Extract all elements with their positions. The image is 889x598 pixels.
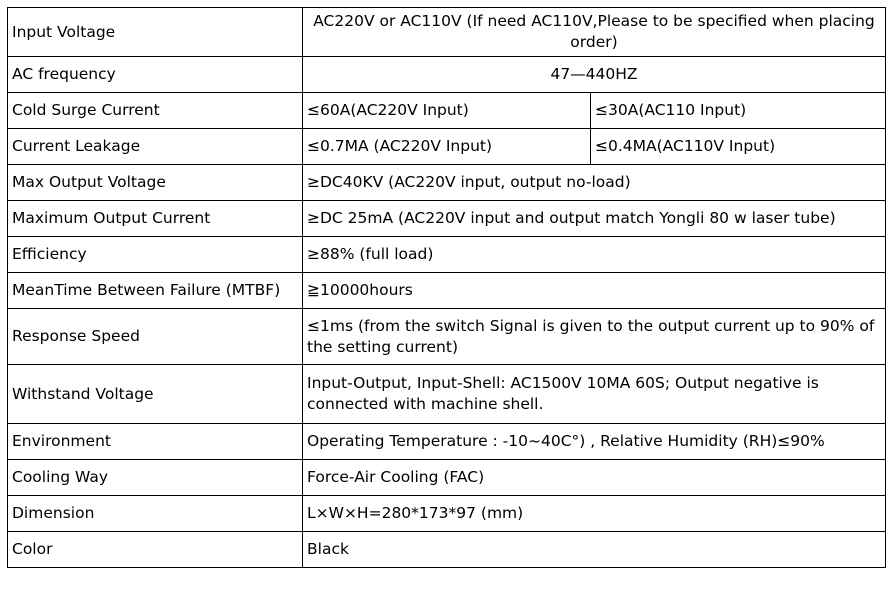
- row-value: Black: [303, 532, 886, 568]
- row-label: AC frequency: [8, 57, 303, 93]
- row-value: ≧10000hours: [303, 273, 886, 309]
- row-label: Cold Surge Current: [8, 93, 303, 129]
- row-label: Maximum Output Current: [8, 201, 303, 237]
- table-row: [8, 273, 886, 309]
- row-label: Cooling Way: [8, 460, 303, 496]
- table-row: [8, 57, 886, 93]
- row-label: Dimension: [8, 496, 303, 532]
- table-row: [8, 496, 886, 532]
- row-value: L×W×H=280*173*97 (mm): [303, 496, 886, 532]
- row-value-ac110: ≤30A(AC110 Input): [591, 93, 886, 129]
- spec-table: [7, 7, 886, 568]
- row-label: MeanTime Between Failure (MTBF): [8, 273, 303, 309]
- row-value-ac220: ≤60A(AC220V Input): [303, 93, 591, 129]
- table-row: [8, 237, 886, 273]
- row-label: Efficiency: [8, 237, 303, 273]
- table-row: [8, 309, 886, 365]
- table-row: [8, 365, 886, 424]
- row-label: Input Voltage: [8, 8, 303, 57]
- row-label: Withstand Voltage: [8, 365, 303, 424]
- row-label: Current Leakage: [8, 129, 303, 165]
- table-row: [8, 460, 886, 496]
- table-row: [8, 201, 886, 237]
- row-value: Force-Air Cooling (FAC): [303, 460, 886, 496]
- row-label: Response Speed: [8, 309, 303, 365]
- row-value: ≥DC 25mA (AC220V input and output match Yongli 80 w laser tube): [303, 201, 886, 237]
- row-value: 47—440HZ: [303, 57, 886, 93]
- row-value: ≥88% (full load): [303, 237, 886, 273]
- row-label: Environment: [8, 424, 303, 460]
- row-value: AC220V or AC110V (If need AC110V,Please to be specified when placing order): [303, 8, 886, 57]
- table-row: [8, 424, 886, 460]
- table-row: [8, 532, 886, 568]
- row-label: Color: [8, 532, 303, 568]
- row-value: ≥DC40KV (AC220V input, output no-load): [303, 165, 886, 201]
- row-value: Input-Output, Input-Shell: AC1500V 10MA 60S; Output negative is connected with machine shell.: [303, 365, 886, 424]
- table-row: [8, 8, 886, 57]
- table-row: [8, 129, 886, 165]
- table-row: [8, 165, 886, 201]
- table-row: [8, 93, 886, 129]
- row-value-ac220: ≤0.7MA (AC220V Input): [303, 129, 591, 165]
- row-value: Operating Temperature : -10~40C°) , Relative Humidity (RH)≤90%: [303, 424, 886, 460]
- row-label: Max Output Voltage: [8, 165, 303, 201]
- row-value-ac110: ≤0.4MA(AC110V Input): [591, 129, 886, 165]
- row-value: ≤1ms (from the switch Signal is given to the output current up to 90% of the setting current): [303, 309, 886, 365]
